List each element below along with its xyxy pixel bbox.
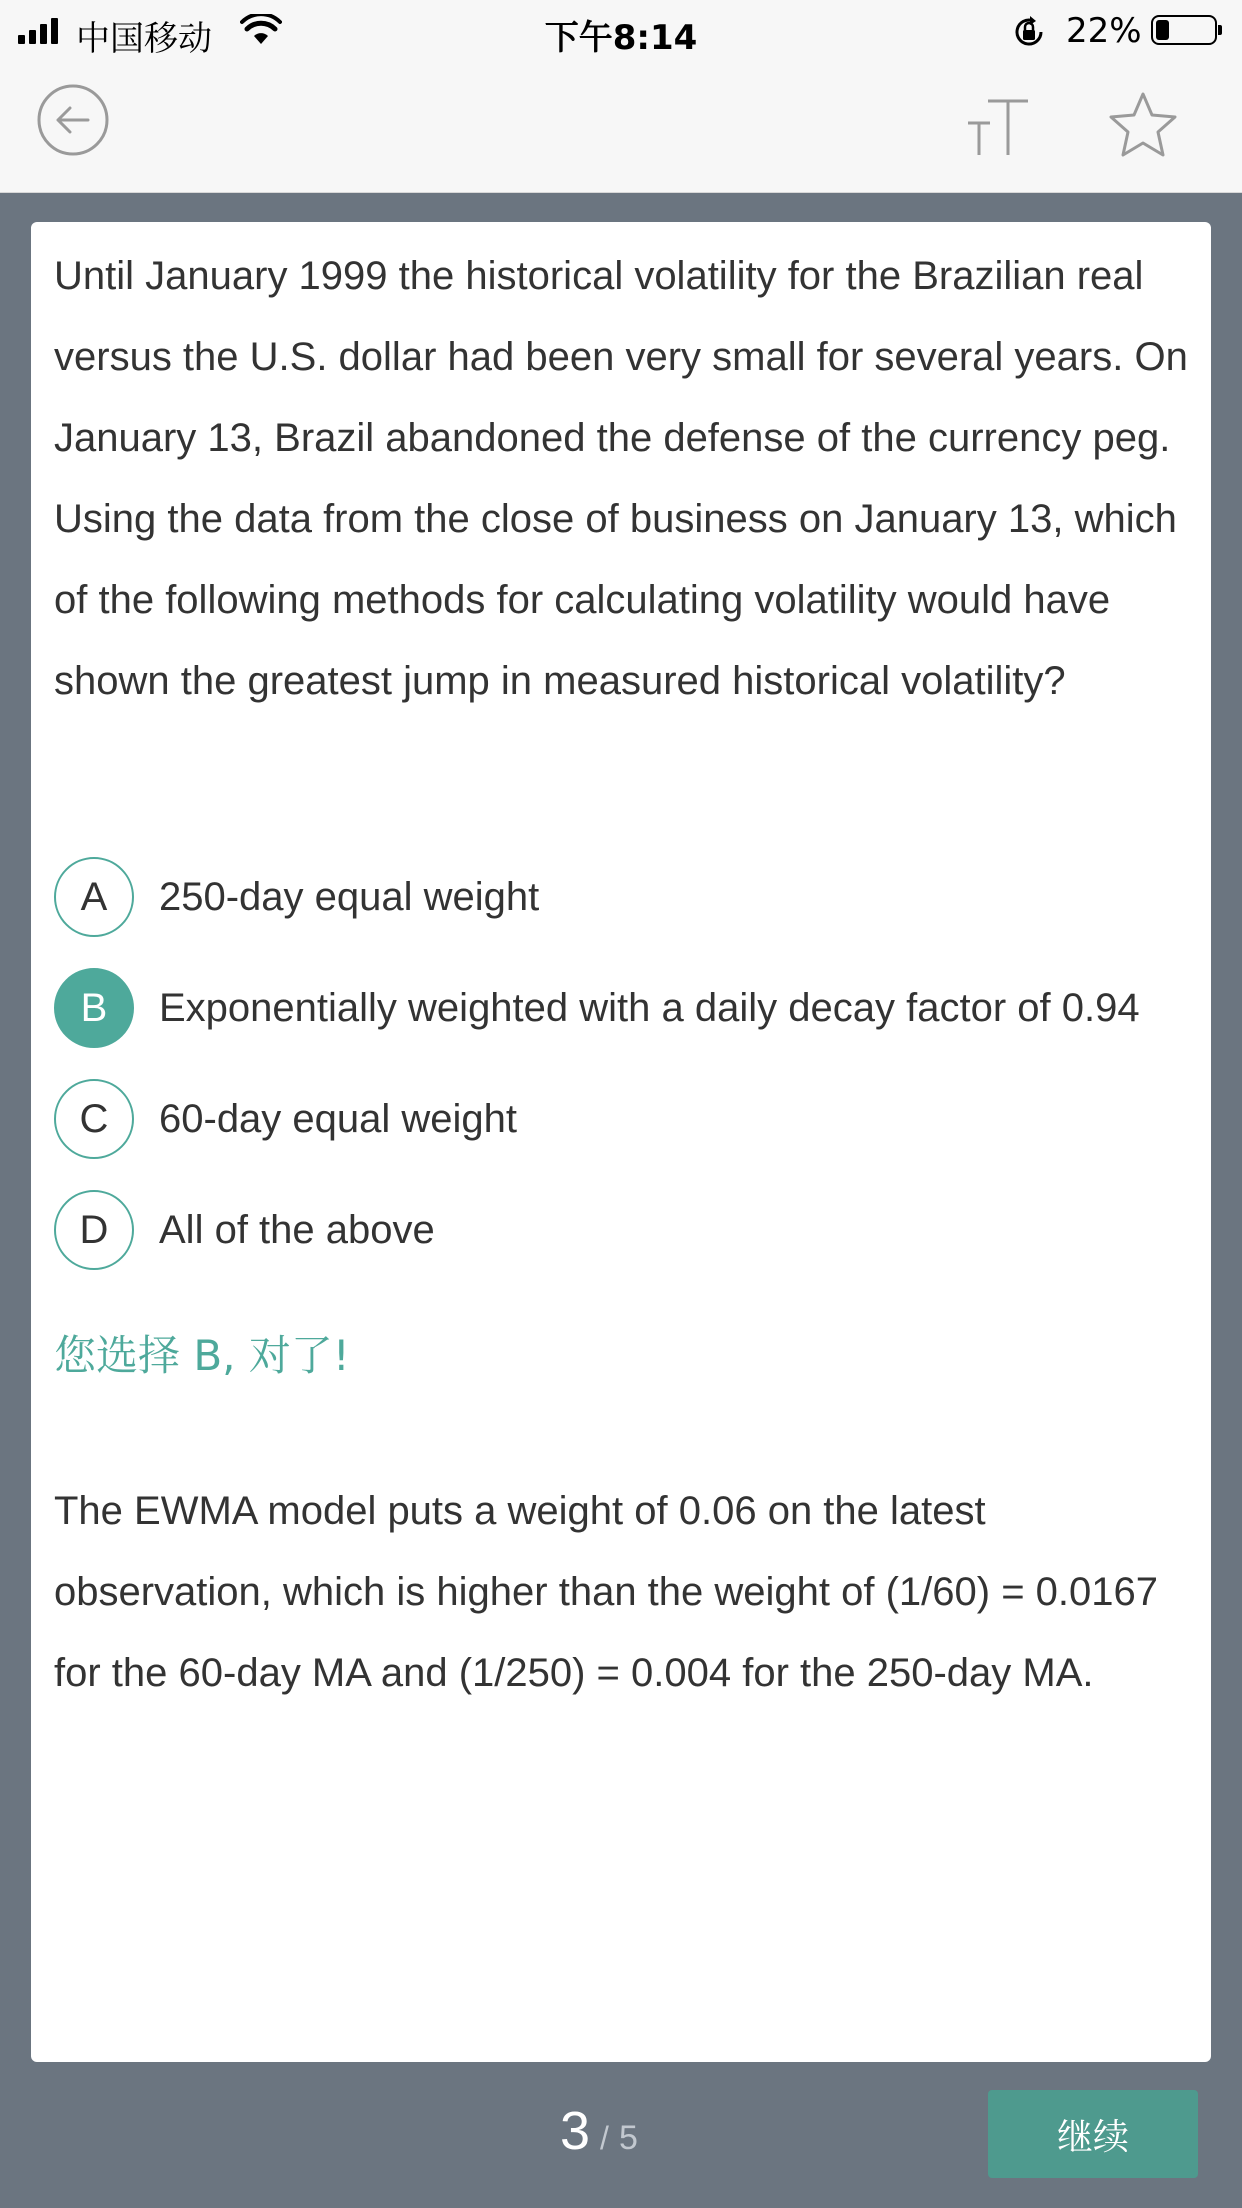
- nav-bar: [0, 62, 1242, 193]
- carrier-name: 中国移动: [76, 19, 212, 59]
- current-page: 3: [560, 2101, 591, 2161]
- font-size-icon[interactable]: [966, 97, 1030, 157]
- option-text: 250-day equal weight: [159, 875, 540, 919]
- status-bar: [0, 0, 1242, 62]
- battery-icon: [1151, 15, 1217, 45]
- option-text: 60-day equal weight: [159, 1097, 518, 1141]
- option-letter-badge: A: [54, 857, 134, 937]
- option-letter-badge: C: [54, 1079, 134, 1159]
- continue-button[interactable]: 继续: [988, 2090, 1198, 2178]
- option-text: Exponentially weighted with a daily decay factor of 0.94: [159, 986, 1140, 1030]
- option-letter-badge: D: [54, 1190, 134, 1270]
- total-pages: 5: [618, 2119, 638, 2157]
- option-text: All of the above: [159, 1208, 435, 1252]
- question-text: Until January 1999 the historical volatility for the Brazilian real versus the U.S. dollar had been very small for several years. On January 13, Brazil abandoned the defense of the currency peg. Using the data from the close of business on January 13, which of the following methods for calculating volatility would have shown the greatest jump in measured historical volatility?: [54, 254, 1188, 703]
- star-outline-icon[interactable]: [1108, 90, 1178, 160]
- page-indicator: [560, 2100, 638, 2162]
- option-b[interactable]: [54, 968, 1188, 1049]
- question-card: [31, 222, 1211, 2062]
- answer-options: [54, 857, 1188, 1271]
- option-d[interactable]: [54, 1190, 1188, 1271]
- back-button[interactable]: [36, 83, 110, 157]
- battery-percent: 22%: [1066, 11, 1142, 51]
- option-a[interactable]: [54, 857, 1188, 938]
- answer-result: 您选择 B, 对了!: [54, 1331, 350, 1380]
- option-letter-badge: B: [54, 968, 134, 1048]
- rotation-lock-icon: [1011, 14, 1047, 50]
- explanation-text: The EWMA model puts a weight of 0.06 on the latest observation, which is higher than the weight of (1/60) = 0.0167 for the 60-day MA and (1/250) = 0.004 for the 250-day MA.: [54, 1489, 1159, 1695]
- status-time: 下午8:14: [544, 18, 698, 58]
- page-separator: /: [600, 2120, 609, 2156]
- option-c[interactable]: [54, 1079, 1188, 1160]
